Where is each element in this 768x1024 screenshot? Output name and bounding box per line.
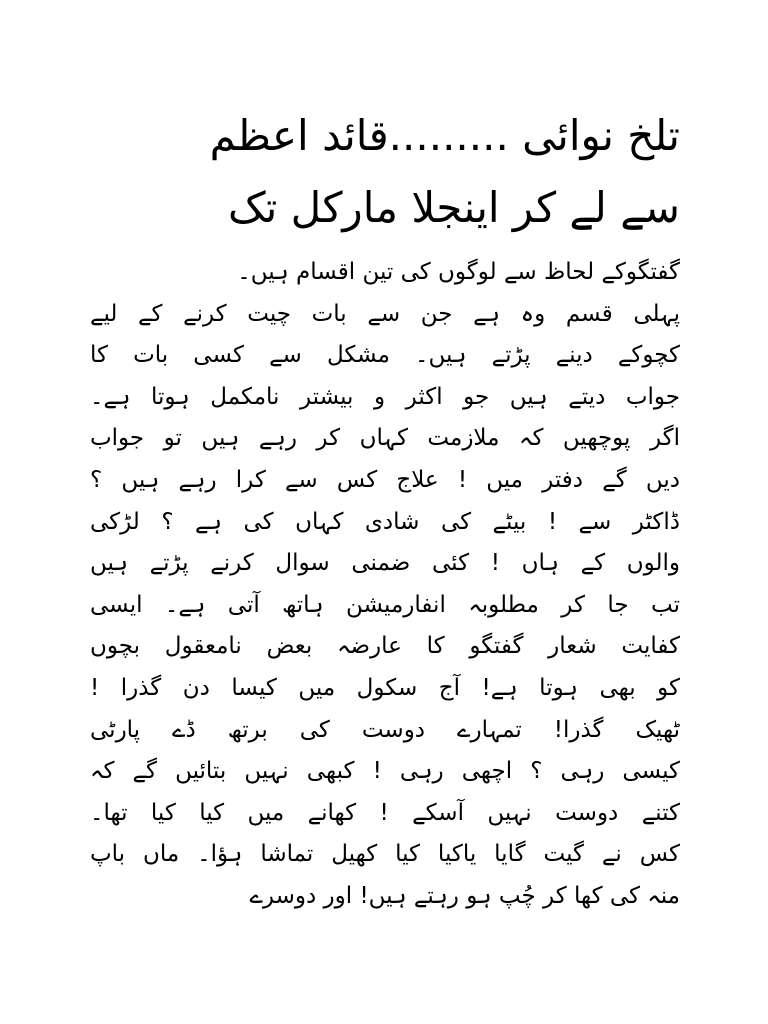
body-line: ڈاکٹر سے ! بیٹے کی شادی کہاں کی ہے ؟ لڑکی bbox=[90, 508, 680, 535]
body-line: دیں گے دفتر میں ! علاج کس سے کرا رہے ہیں ؟ bbox=[90, 466, 680, 493]
body-line: کفایت شعار گفتگو کا عارضہ بعض نامعقول بچوں bbox=[90, 633, 680, 660]
body-line: اگر پوچھیں کہ ملازمت کہاں کر رہے ہیں تو جواب bbox=[90, 425, 680, 452]
body-line: والوں کے ہاں ! کئی ضمنی سوال کرنے پڑتے ہیں bbox=[90, 550, 680, 577]
body-line: کو بھی ہوتا ہے! آج سکول میں کیسا دن گذرا ! bbox=[90, 674, 680, 701]
body-line: کچوکے دینے پڑتے ہیں۔ مشکل سے کسی بات کا bbox=[90, 342, 680, 369]
body-line: جواب دیتے ہیں جو اکثر و بیشتر نامکمل ہوتا ہے۔ bbox=[90, 383, 680, 410]
body-line: کیسی رہی ؟ اچھی رہی ! کبھی نہیں بتائیں گے کہ bbox=[90, 758, 680, 785]
title-line-1: تلخ نوائی .........قائد اعظم bbox=[209, 111, 680, 160]
body-line: گفتگوکے لحاظ سے لوگوں کی تین اقسام ہیں۔ bbox=[237, 259, 680, 285]
body-line: پہلی قسم وہ ہے جن سے بات چیت کرنے کے لیے bbox=[90, 300, 680, 327]
body-line: تب جا کر مطلوبہ انفارمیشن ہاتھ آتی ہے۔ ایسی bbox=[90, 591, 680, 618]
body-line: کتنے دوست نہیں آسکے ! کھانے میں کیا کیا تھا۔ bbox=[90, 799, 680, 826]
body-line: منہ کی کھا کر چُپ ہو رہتے ہیں! اور دوسرے bbox=[249, 882, 680, 909]
article-body bbox=[90, 252, 680, 918]
title-line-2: سے لے کر اینجلا مارکل تک bbox=[228, 183, 680, 232]
body-line: کس نے گیت گایا یاکیا کیا کھیل تماشا ہؤا۔ ماں باپ bbox=[90, 841, 680, 868]
body-line: ٹھیک گذرا! تمہارے دوست کی برتھ ڈے پارٹی bbox=[90, 716, 680, 743]
page-title bbox=[90, 100, 680, 244]
